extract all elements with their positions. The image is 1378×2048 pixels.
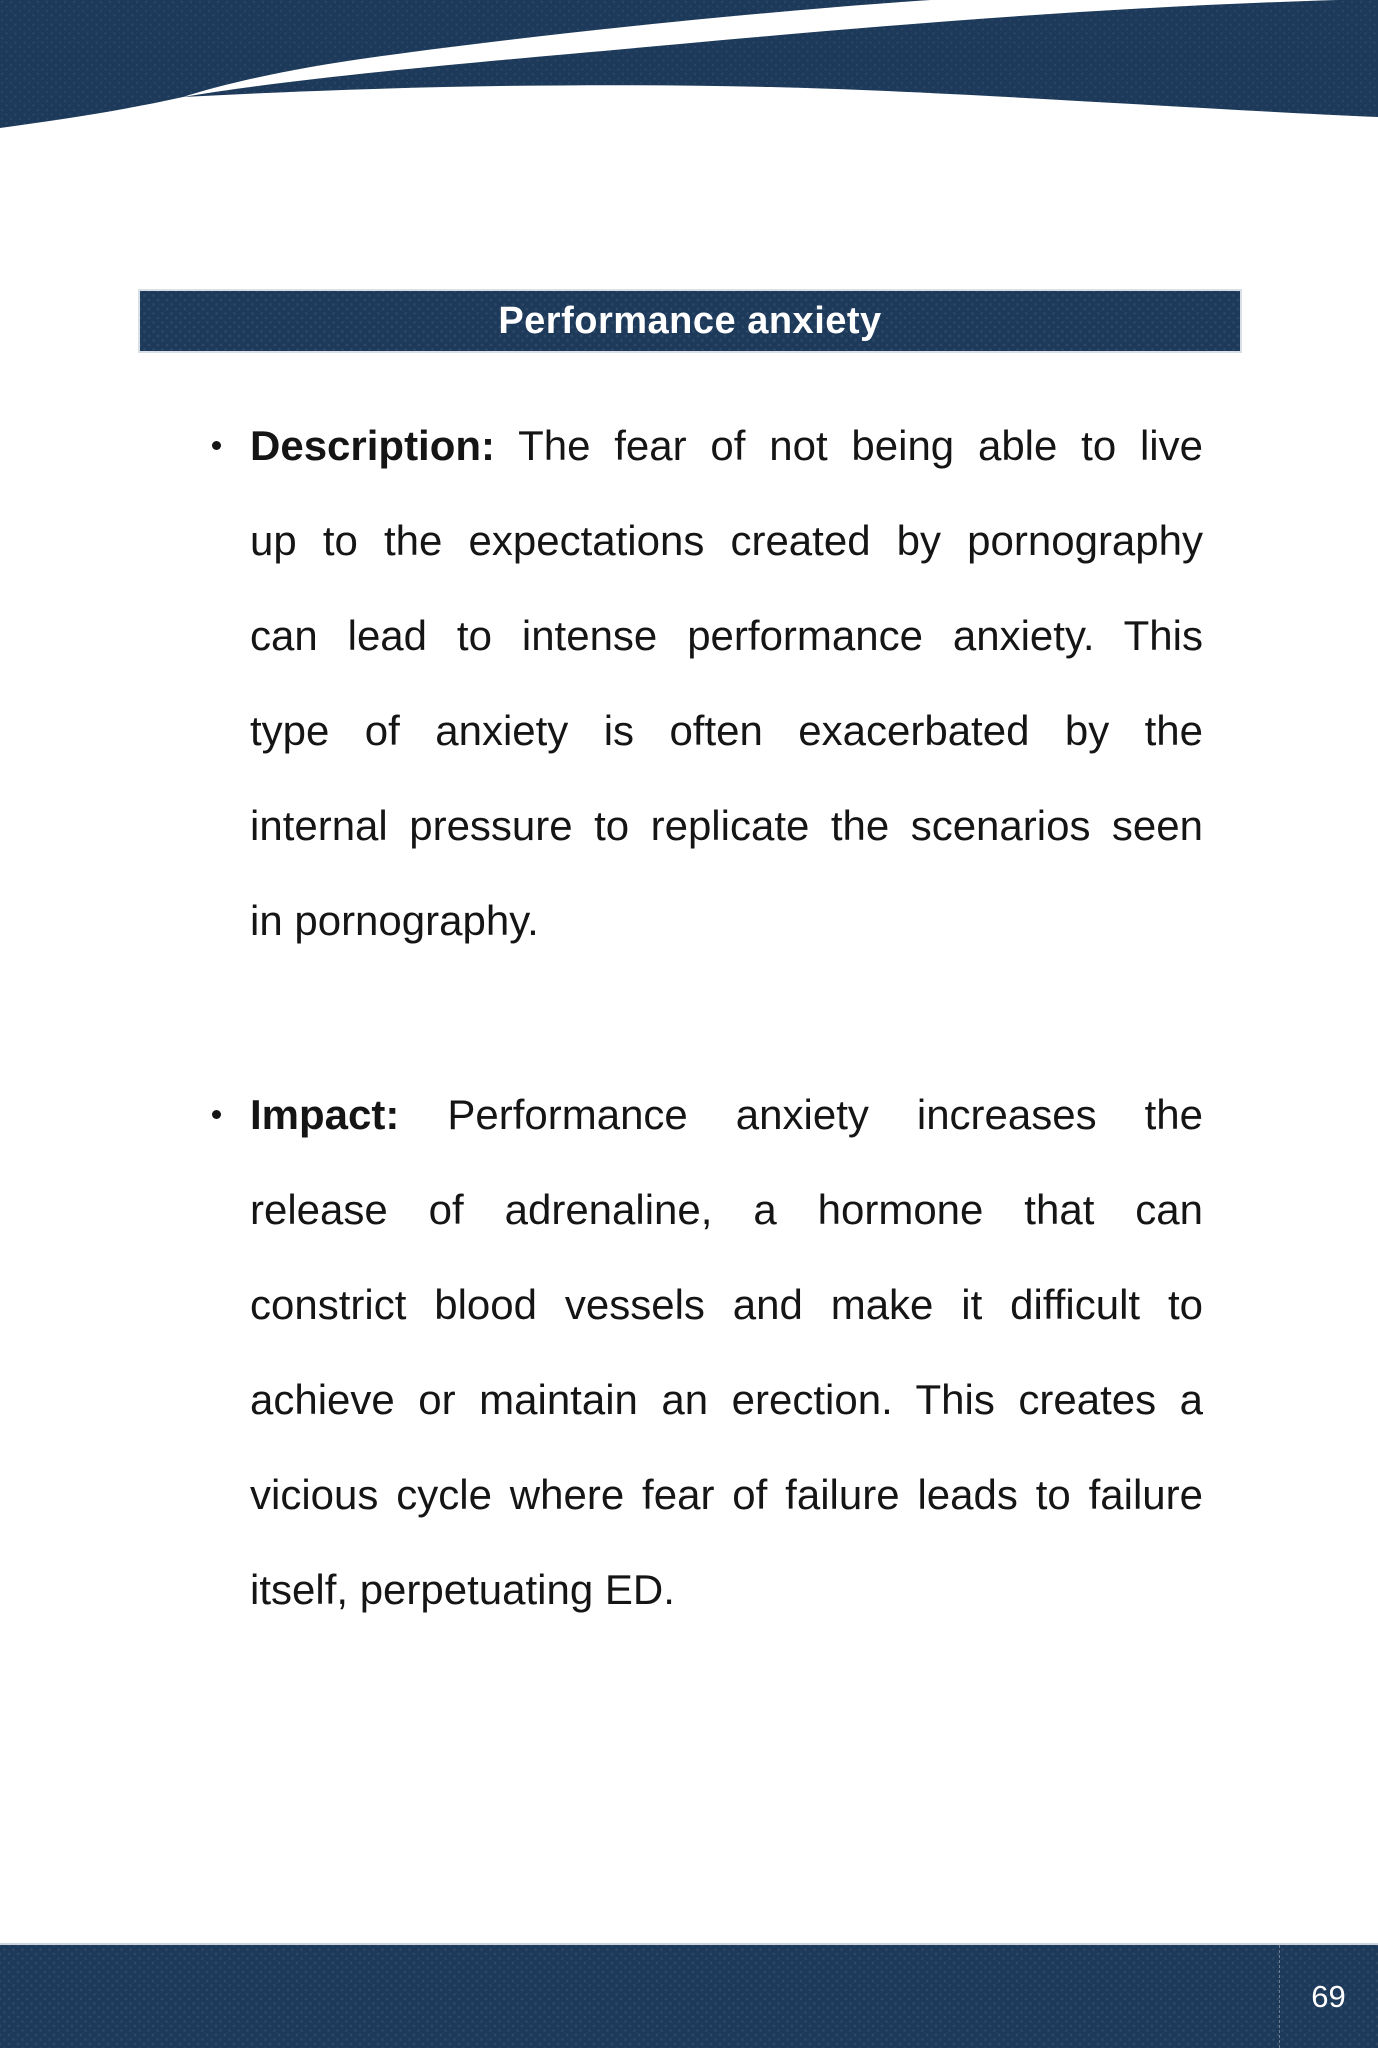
bullet-icon — [212, 441, 221, 450]
text-line — [250, 1067, 1203, 1162]
text-line: constrict blood vessels and make it difficult to — [250, 1281, 1203, 1328]
text-line: vicious cycle where fear of failure leads to failure — [250, 1471, 1203, 1518]
text-line: achieve or maintain an erection. This creates a — [250, 1376, 1203, 1423]
lead-label: Description: — [250, 422, 496, 469]
text-line: can lead to intense performance anxiety. This — [250, 612, 1203, 659]
text-line: release of adrenaline, a hormone that can — [250, 1186, 1203, 1233]
text-line: internal pressure to replicate the scenarios seen — [250, 802, 1203, 849]
bullet-item-description — [250, 398, 1203, 968]
navy-wave-icon — [0, 0, 1378, 140]
lead-label: Impact: — [250, 1091, 400, 1138]
section-title-bar — [138, 289, 1242, 353]
bullet-item-impact — [250, 1067, 1203, 1637]
text-line: up to the expectations created by pornography — [250, 517, 1203, 564]
line-text: Performance anxiety increases the — [447, 1091, 1203, 1138]
bullet-icon — [212, 1110, 221, 1119]
text-line: type of anxiety is often exacerbated by the — [250, 707, 1203, 754]
text-line: in pornography. — [250, 897, 539, 944]
page-number: 69 — [1311, 1978, 1346, 2014]
text-line — [250, 398, 1203, 493]
text-line: itself, perpetuating ED. — [250, 1566, 675, 1613]
section-title: Performance anxiety — [498, 300, 882, 342]
line-text: The fear of not being able to live — [518, 422, 1203, 469]
footer-bar — [0, 1943, 1378, 2048]
